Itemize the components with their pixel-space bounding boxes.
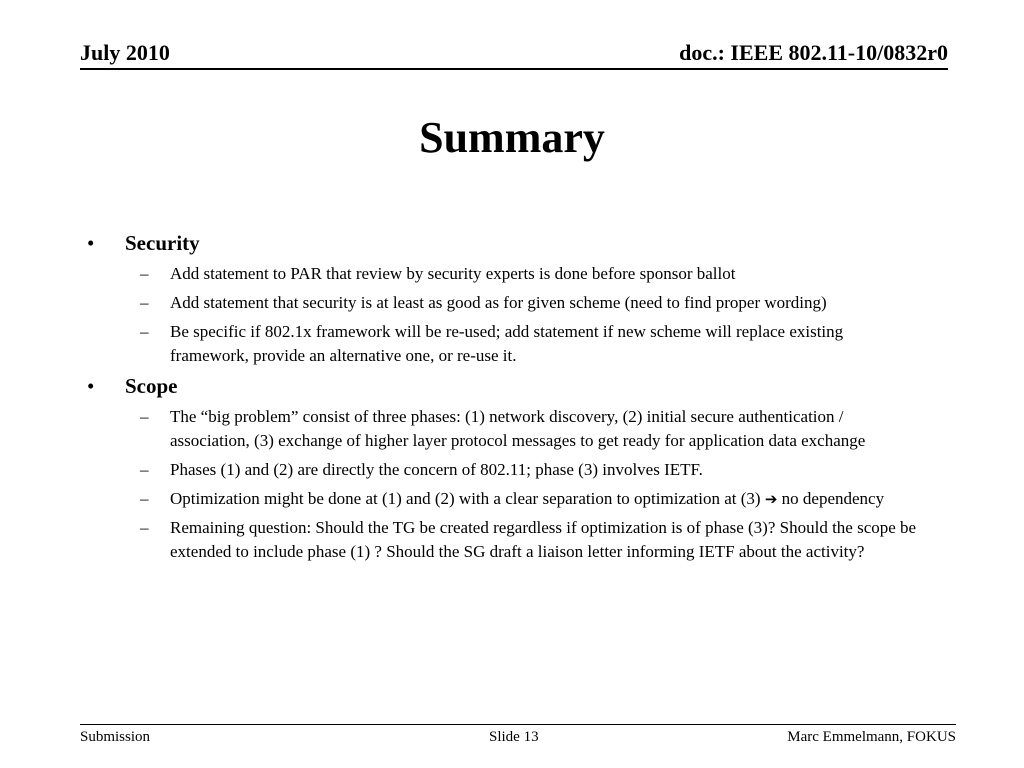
slide-header [80,40,948,70]
list-item [84,458,924,482]
footer-submission: Submission [80,729,151,745]
footer-slide-number: Slide 13 [489,729,539,745]
dash-icon: – [140,322,149,341]
dash-icon: – [140,460,149,479]
list-item [84,262,924,286]
list-item-text: Remaining question: Should the TG be created regardless if optimization is of phase (3)? Should the scope be extended to include phase (1) ? Should the SG draft a liaison letter informing IETF about the activity? [170,518,917,561]
header-doc-id: doc.: IEEE 802.11-10/0832r0 [679,40,948,65]
section-heading: Security [125,231,200,255]
bullet-icon: • [87,231,95,255]
slide-footer [80,724,956,747]
slide-title: Summary [419,113,605,162]
section-scope [84,372,924,400]
slide-content [84,227,924,564]
list-item-text: Add statement to PAR that review by security experts is done before sponsor ballot [170,264,736,283]
list-item-text-part: Optimization might be done at (1) and (2) with a clear separation to optimization at (3) [170,489,765,508]
list-item-text: Phases (1) and (2) are directly the concern of 802.11; phase (3) involves IETF. [170,460,703,479]
dash-icon: – [140,518,149,537]
list-item [84,320,924,368]
dash-icon: – [140,407,149,426]
bullet-icon: • [87,374,95,398]
list-item [84,516,924,564]
section-heading: Scope [125,374,178,398]
list-item-text: Be specific if 802.1x framework will be re-used; add statement if new scheme will replace existing framework, provide an alternative one, or re-use it. [170,322,844,365]
right-arrow-icon: ➔ [764,490,778,508]
list-item-text [170,489,884,508]
list-item [84,487,924,511]
list-item [84,291,924,315]
dash-icon: – [140,264,149,283]
list-item-text: Add statement that security is at least as good as for given scheme (need to find proper wording) [170,293,827,312]
list-item [84,405,924,453]
footer-author: Marc Emmelmann, FOKUS [787,729,956,745]
section-security [84,229,924,257]
dash-icon: – [140,489,149,508]
header-date: July 2010 [80,40,170,65]
list-item-text: The “big problem” consist of three phases: (1) network discovery, (2) initial secure authentication / association, (3) exchange of higher layer protocol messages to get ready for application data exchange [170,407,866,450]
dash-icon: – [140,293,149,312]
list-item-text-part: no dependency [777,489,885,508]
